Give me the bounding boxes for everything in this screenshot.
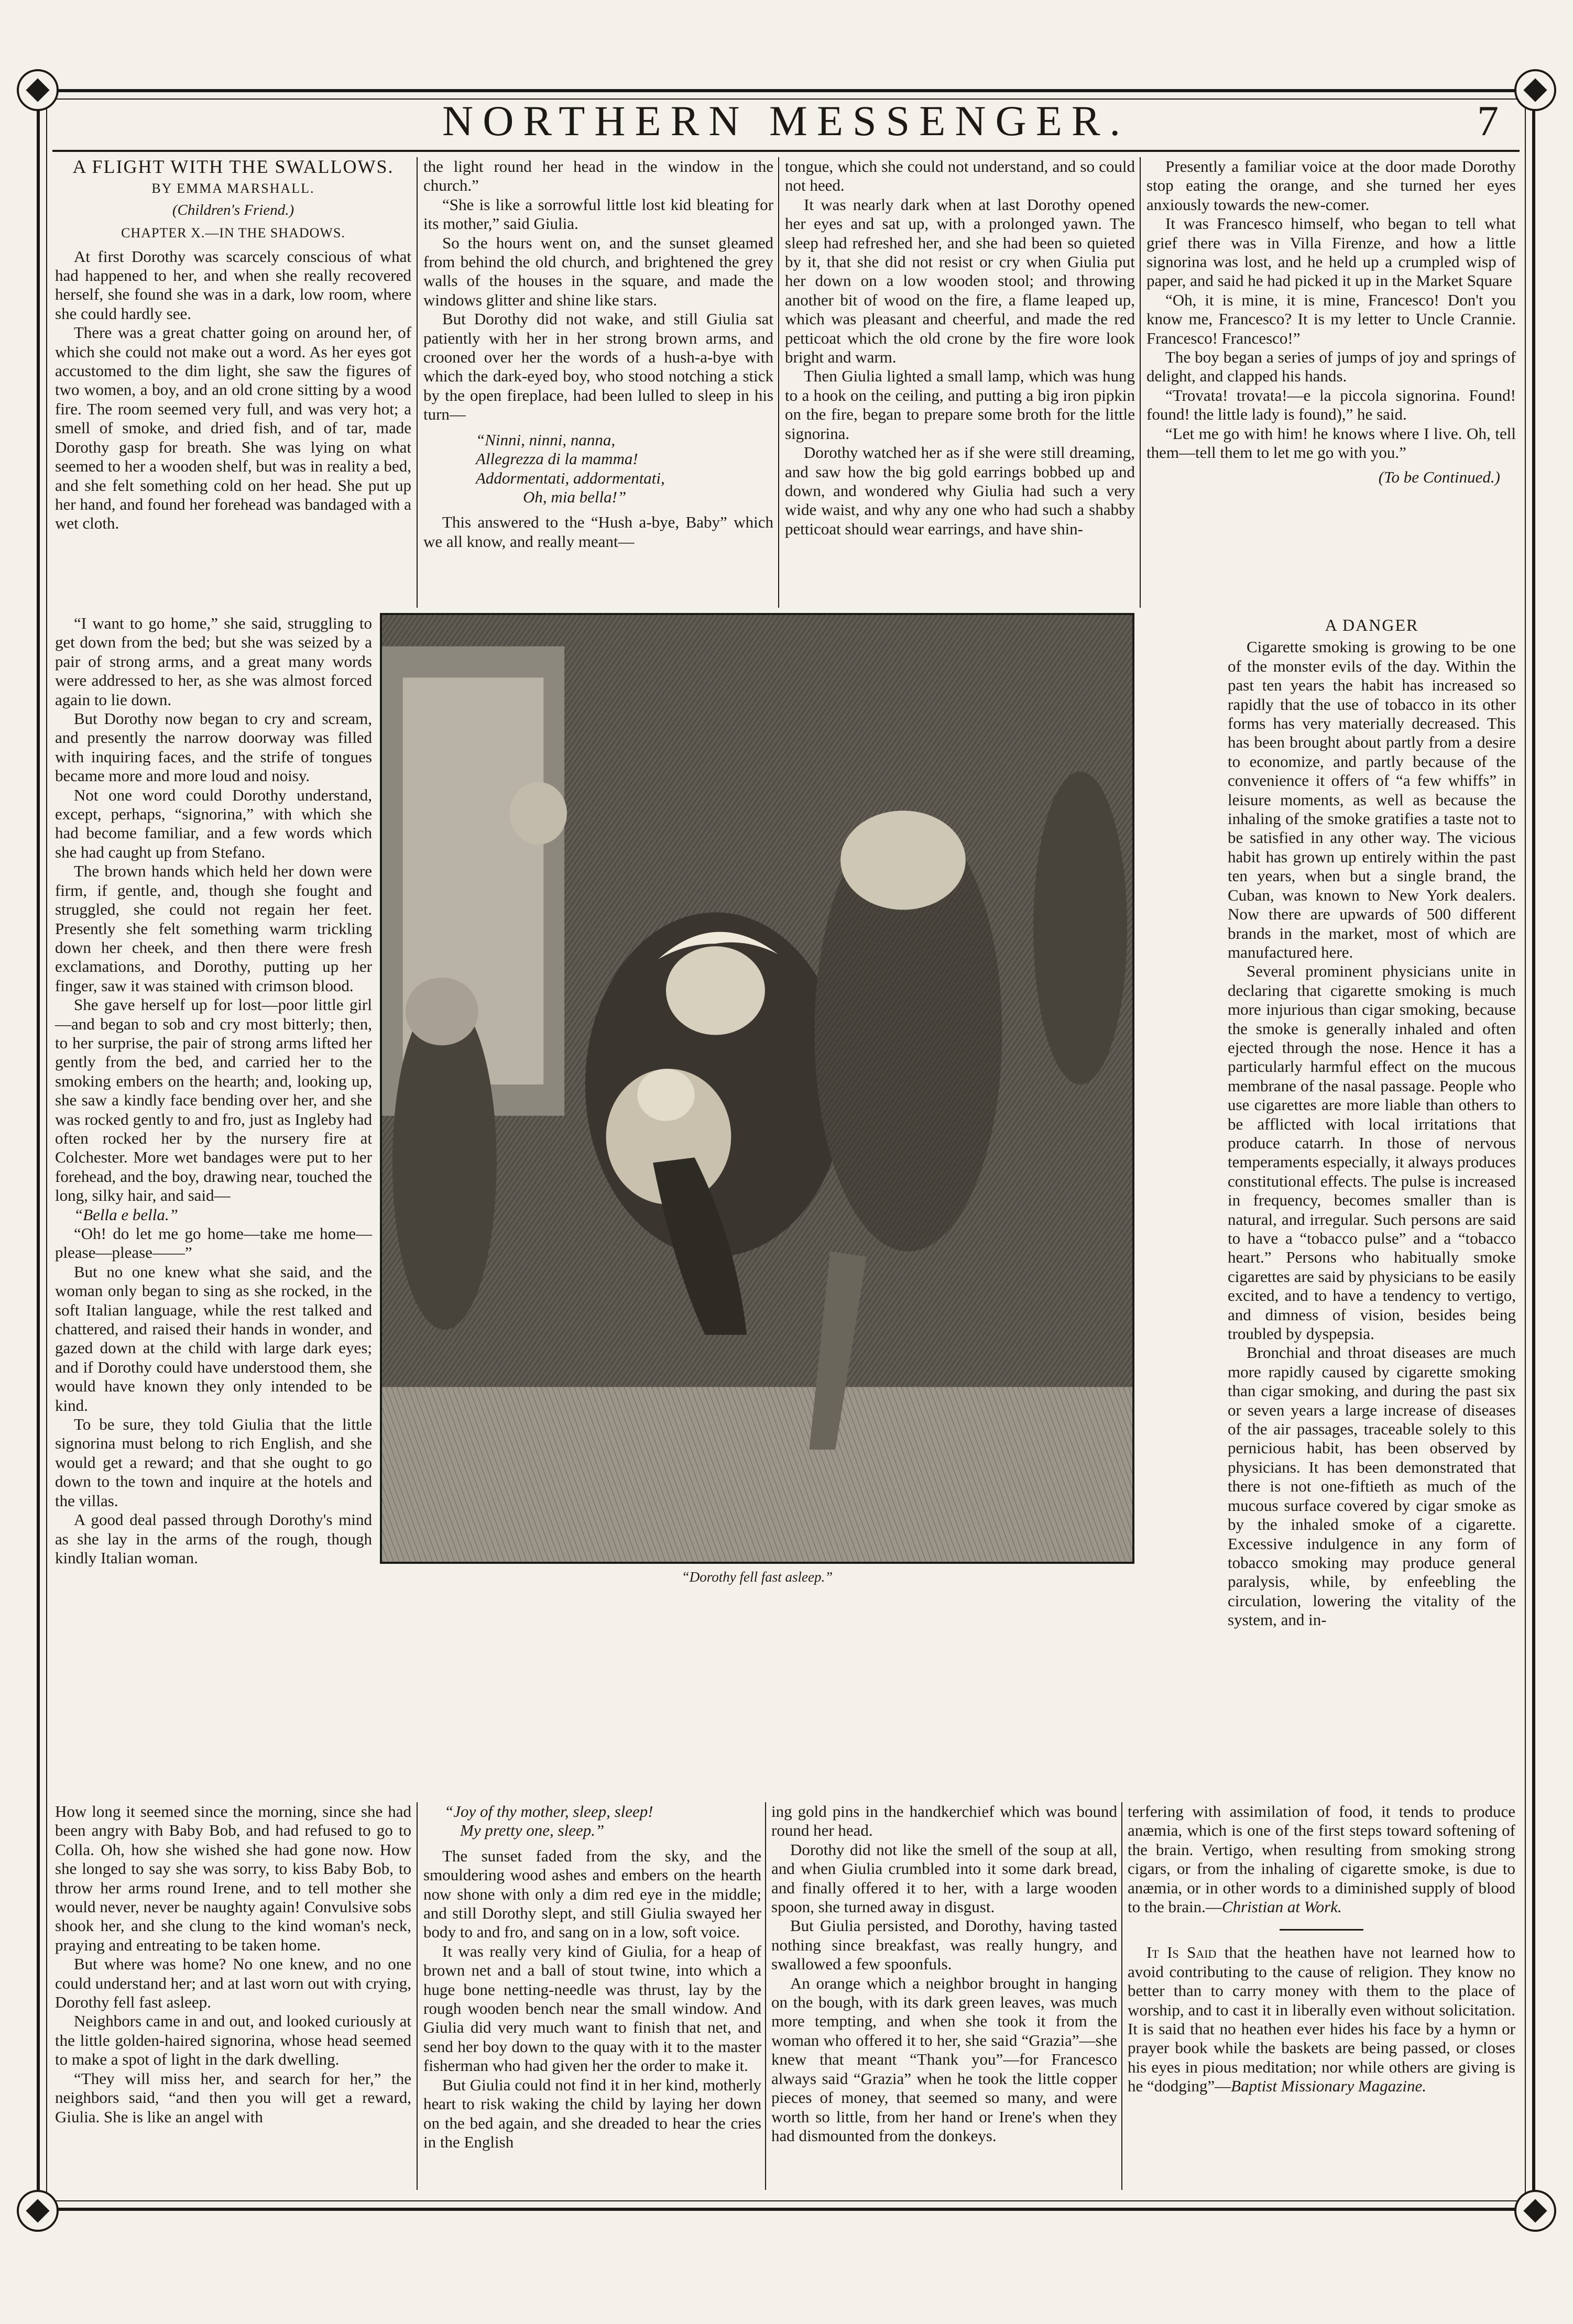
paragraph: The boy began a series of jumps of joy and springs of delight, and clapped his hands.	[1146, 348, 1516, 386]
column-rule	[417, 157, 418, 608]
engraving-illustration	[380, 613, 1134, 1564]
paragraph: Several prominent physicians unite in declaring that cigarette smoking is much more injurious than cigar smoking, because the smoke is generally inhaled and often ejected through the nose. Hence it has a particularly harmful effect on the mucous membrane of the nasal passage. People who use cigarettes are more liable than others to be afflicted with local irritations that produce catarrh. In those of nervous temperaments especially, it always produces constitutional effects. The pulse is increased in frequency, becomes smaller than is natural, and irregular. Such persons are said to have a “tobacco pulse” and a “tobacco heart.” Persons who habitually smoke cigarettes are said by physicians to be easily excited, and to have a tendency to vertigo, and dimness of vision, besides being troubled by dyspepsia.	[1228, 962, 1516, 1343]
story-column-1-bottom	[55, 1802, 411, 2126]
paragraph: It was really very kind of Giulia, for a heap of brown net and a ball of stout twine, into which a huge bone netting-needle was thrust, lay by the rough wooden bench near the small window. And Giulia did very much want to finish that net, and send her boy down to the quay with it to the master fisherman who had given her the order to make it.	[423, 1942, 761, 2075]
column-rule	[765, 1802, 766, 2190]
paragraph	[1128, 1943, 1515, 2096]
to-be-continued: (To be Continued.)	[1378, 467, 1500, 486]
paragraph: “Bella e bella.”	[74, 1205, 178, 1224]
paragraph: But Giulia could not find it in her kind, motherly heart to risk waking the child by laying her down on the bed again, and she dreaded to hear the cries in the English	[423, 2075, 761, 2151]
paragraph: “I want to go home,” she said, struggling to get down from the bed; but she was seized by a pair of strong arms, and a great many words were addressed to her, as she was almost forced again to lie down.	[55, 614, 372, 709]
verse-line: Addormentati, addormentati,	[476, 468, 665, 487]
heathen-lead: It Is Said	[1146, 1943, 1217, 1962]
paragraph: “She is like a sorrowful little lost kid bleating for its mother,” said Giulia.	[423, 195, 773, 233]
paragraph: But Dorothy now began to cry and scream, and presently the narrow doorway was filled with inquiring faces, and the strife of tongues became more and more loud and noisy.	[55, 709, 372, 785]
paragraph: Not one word could Dorothy understand, except, perhaps, “signorina,” with which she had become familiar, and a few words which she had caught up from Stefano.	[55, 785, 372, 861]
paragraph: But no one knew what she said, and the woman only began to sing as she rocked, in the soft Italian language, while the rest talked and chattered, and raised their hands in wonder, and gazed down at the child with large dark eyes; and if Dorothy could have understood them, she would have known they only intended to be kind.	[55, 1262, 372, 1415]
lullaby-verse	[423, 431, 773, 507]
paragraph	[1128, 1802, 1515, 1916]
article-divider	[1280, 1929, 1363, 1931]
paragraph: Dorothy watched her as if she were still dreaming, and saw how the big gold earrings bobbed up and down, and wondered why Giulia had such a very wide waist, and why any one who had such a shabby petticoat should wear earrings, and have shin-	[785, 443, 1135, 538]
paragraph: There was a great chatter going on around her, of which she could not make out a word. As her eyes got accustomed to the dim light, she saw the figures of two women, a boy, and an old crone sitting by a wood fire. The room seemed very full, and was very hot; a smell of smoke, and dried fish, and of tar, made Dorothy gasp for breath. She was lying on what seemed to her a wooden shelf, but was in reality a bed, and she felt something cold on her head. She put up her hand, and found her forehead was bandaged with a wet cloth.	[55, 323, 411, 533]
paragraph: “Oh! do let me go home—take me home—please—please——”	[55, 1224, 372, 1262]
heathen-source: Baptist Missionary Magazine.	[1231, 2077, 1426, 2096]
paragraph: A good deal passed through Dorothy's mind as she lay in the arms of the rough, though kindly Italian woman.	[55, 1510, 372, 1567]
paragraph: It was nearly dark when at last Dorothy opened her eyes and sat up, with a prolonged yawn. The sleep had refreshed her, and she had been so quieted by it, that she did not resist or cry when Giulia put her down on a low wooden stool; and throwing another bit of wood on the fire, a flame leaped up, which was pleasant and cheerful, and made the red petticoat which the old crone by the fire wore look bright and warm.	[785, 195, 1135, 367]
paragraph: So the hours went on, and the sunset gleamed from behind the old church, and brightened the grey walls of the houses in the square, and made the windows glitter and shine like stars.	[423, 233, 773, 309]
story-column-2-bottom	[423, 1802, 761, 2152]
paragraph: This answered to the “Hush a-bye, Baby” which we all know, and really meant—	[423, 513, 773, 551]
column-rule	[1140, 157, 1141, 608]
masthead	[52, 94, 1520, 152]
paragraph: “Oh, it is mine, it is mine, Francesco! Don't you know me, Francesco? It is my letter to Uncle Crannie. Francesco! Francesco!”	[1146, 290, 1516, 347]
danger-title: A DANGER	[1325, 616, 1419, 634]
paragraph: ing gold pins in the handkerchief which was bound round her head.	[771, 1802, 1117, 1840]
paragraph: How long it seemed since the morning, since she had been angry with Baby Bob, and had refused to go to Colla. Oh, how she wished she had gone now. How she longed to say she was sorry, to kiss Baby Bob, to throw her arms round Irene, and to tell mother she would never, never be naughty again! Convulsive sobs shook her, and she clung to the kind woman's neck, praying and entreating to be taken home.	[55, 1802, 411, 1954]
paragraph: “They will miss her, and search for her,” the neighbors said, “and then you will get a reward, Giulia. She is like an angel with	[55, 2069, 411, 2126]
paragraph: Presently a familiar voice at the door made Dorothy stop eating the orange, and she turned her eyes anxiously towards the new-comer.	[1146, 157, 1516, 214]
paragraph: “Trovata! trovata!—e la piccola signorina. Found! found! the little lady is found),” he said.	[1146, 386, 1516, 424]
danger-text-end: terfering with assimilation of food, it tends to produce anæmia, which is one of the first steps toward softening of the brain. Vertigo, when resulting from smoking strong cigars, or from the inhaling of cigarette smoke, is due to anæmia, or in other words to a diminished supply of blood to the brain.—	[1128, 1802, 1515, 1916]
verse-line: Oh, mia bella!”	[523, 487, 627, 506]
paragraph: Cigarette smoking is growing to be one of the monster evils of the day. Within the past ten years the habit has increased so rapidly that the use of tobacco in its other forms has very materially decreased. This has been brought about partly from a desire to economize, and partly because of the convenience it offers of “a few whiffs” in leisure moments, as well as because the inhaling of the smoke gratifies a taste not to be satisfied in any other way. The vicious habit has grown up entirely within the past ten years, when but a single brand, the Cuban, was known to New York dealers. Now there are upwards of 500 different brands in the market, most of which are manufactured here.	[1228, 638, 1516, 961]
story-column-1-top	[55, 157, 411, 533]
corner-ornament-icon	[17, 2190, 59, 2232]
story-author: BY EMMA MARSHALL.	[151, 181, 315, 196]
paragraph: the light round her head in the window in the church.”	[423, 157, 773, 195]
paragraph: The brown hands which held her down were firm, if gentle, and, though she fought and struggled, she could not regain her feet. Presently she felt something warm trickling down her cheek, and then there were fresh exclamations, and Dorothy, putting up her finger, saw it was stained with crimson blood.	[55, 862, 372, 995]
column-rule	[1121, 1802, 1122, 2190]
chapter-heading: CHAPTER X.—IN THE SHADOWS.	[121, 225, 345, 241]
illustration-caption: “Dorothy fell fast asleep.”	[681, 1569, 833, 1585]
paragraph: The sunset faded from the sky, and the smouldering wood ashes and embers on the hearth now shone with only a dim red eye in the middle; and still Dorothy slept, and still Giulia swayed her body to and fro, and sang on in a low, soft voice.	[423, 1846, 761, 1942]
engraving-image	[382, 615, 1132, 1562]
paragraph: But Dorothy did not wake, and still Giulia sat patiently with her in her strong brown arms, and crooned over her the words of a hush-a-bye with which the dark-eyed boy, who stood notching a stick by the open fireplace, had been lulled to sleep in his turn—	[423, 310, 773, 424]
paragraph: To be sure, they told Giulia that the little signorina must belong to rich English, and she would get a reward; and that she ought to go down to the town and inquire at the hotels and the villas.	[55, 1415, 372, 1510]
paragraph: Dorothy did not like the smell of the soup at all, and when Giulia crumbled into it some dark bread, and finally offered it to her, with a large wooden spoon, she turned away in disgust.	[771, 1840, 1117, 1916]
paragraph: It was Francesco himself, who began to tell what grief there was in Villa Firenze, and how a little signorina was lost, and he held up a crumpled wisp of paper, and said he had picked it up in the Market Square	[1146, 214, 1516, 290]
corner-ornament-icon	[1514, 69, 1556, 111]
story-column-4-top	[1146, 157, 1516, 490]
translation-verse	[423, 1802, 761, 1840]
story-column-3-top	[785, 157, 1135, 539]
story-column-3-bottom	[771, 1802, 1117, 2145]
paragraph: An orange which a neighbor brought in hanging on the bough, with its dark green leaves, was much more tempting, and when she took it from the woman who offered it to her, she said “Grazia”—she knew that meant “Thank you”—for Francesco always said “Grazia” when he took the little copper pieces of money, that seemed so many, and were worth so little, from her hand or Irene's when they had dismounted from the donkeys.	[771, 1974, 1117, 2145]
danger-article-narrow	[1146, 616, 1516, 1630]
paragraph: Then Giulia lighted a small lamp, which was hung to a hook on the ceiling, and putting a big iron pipkin on the fire, began to prepare some broth for the little signorina.	[785, 367, 1135, 443]
story-source: (Children's Friend.)	[172, 201, 294, 218]
story-column-1-narrow	[55, 614, 372, 1567]
verse-line: Allegrezza di la mamma!	[476, 450, 638, 468]
corner-ornament-icon	[1514, 2190, 1556, 2232]
paragraph: Bronchial and throat diseases are much more rapidly caused by cigarette smoking than cigar smoking, and during the past six or seven years a large increase of diseases of the air passages, traceable solely to this pernicious habit, has been observed by physicians. It has been demonstrated that there is not one-fiftieth as much of the mucous surface covered by cigar smoke as by the inhaled smoke of a cigarette. Excessive indulgence in any form of tobacco smoking may produce general paralysis, while, by enfeebling the circulation, lowering the vitality of the system, and in-	[1228, 1343, 1516, 1629]
paragraph: Neighbors came in and out, and looked curiously at the little golden-haired signorina, whose head seemed to make a spot of light in the dark dwelling.	[55, 2012, 411, 2069]
danger-source: Christian at Work.	[1221, 1898, 1342, 1916]
column-4-bottom	[1128, 1802, 1515, 2096]
paragraph: At first Dorothy was scarcely conscious of what had happened to her, and when she really recovered herself, she found she was in a dark, low room, where she could hardly see.	[55, 247, 411, 323]
story-column-2-top	[423, 157, 773, 551]
page-number: 7	[1477, 97, 1499, 145]
column-rule	[417, 1802, 418, 2190]
paragraph: “Let me go with him! he knows where I live. Oh, tell them—tell them to let me go with you.”	[1146, 424, 1516, 462]
verse-line: “Joy of thy mother, sleep, sleep!	[444, 1802, 653, 1821]
paragraph: But where was home? No one knew, and no one could understand her; and at last worn out with crying, Dorothy fell fast asleep.	[55, 1955, 411, 2012]
paragraph: But Giulia persisted, and Dorothy, having tasted nothing since breakfast, was really hungry, and swallowed a few spoonfuls.	[771, 1916, 1117, 1974]
verse-line: “Ninni, ninni, nanna,	[476, 430, 616, 449]
story-title: A FLIGHT WITH THE SWALLOWS.	[72, 156, 394, 177]
masthead-title: NORTHERN MESSENGER.	[442, 97, 1130, 145]
column-rule	[778, 157, 779, 608]
heathen-text: that the heathen have not learned how to avoid contributing to the cause of religion. They know no better than to carry money with them to the place of worship, and to cast it in liberally even without solicitation. It is said that no heathen ever hides his face by a hymn or prayer book while the baskets are being passed, or closes his eyes in pious meditation; nor while others are giving is he “dodging”—	[1128, 1943, 1516, 2096]
paragraph: tongue, which she could not understand, and so could not heed.	[785, 157, 1135, 195]
verse-line: My pretty one, sleep.”	[460, 1821, 605, 1840]
paragraph: She gave herself up for lost—poor little girl—and began to sob and cry most bitterly; then, to her surprise, the pair of strong arms lifted her gently from the bed, and carried her to the smoking embers on the hearth; and, looking up, she saw a kindly face bending over her, and she was rocked gently to and fro, just as Ingleby had often rocked her by the nursery fire at Colchester. More wet bandages were put to her forehead, and the boy, drawing near, touched the long, silky hair, and said—	[55, 995, 372, 1205]
